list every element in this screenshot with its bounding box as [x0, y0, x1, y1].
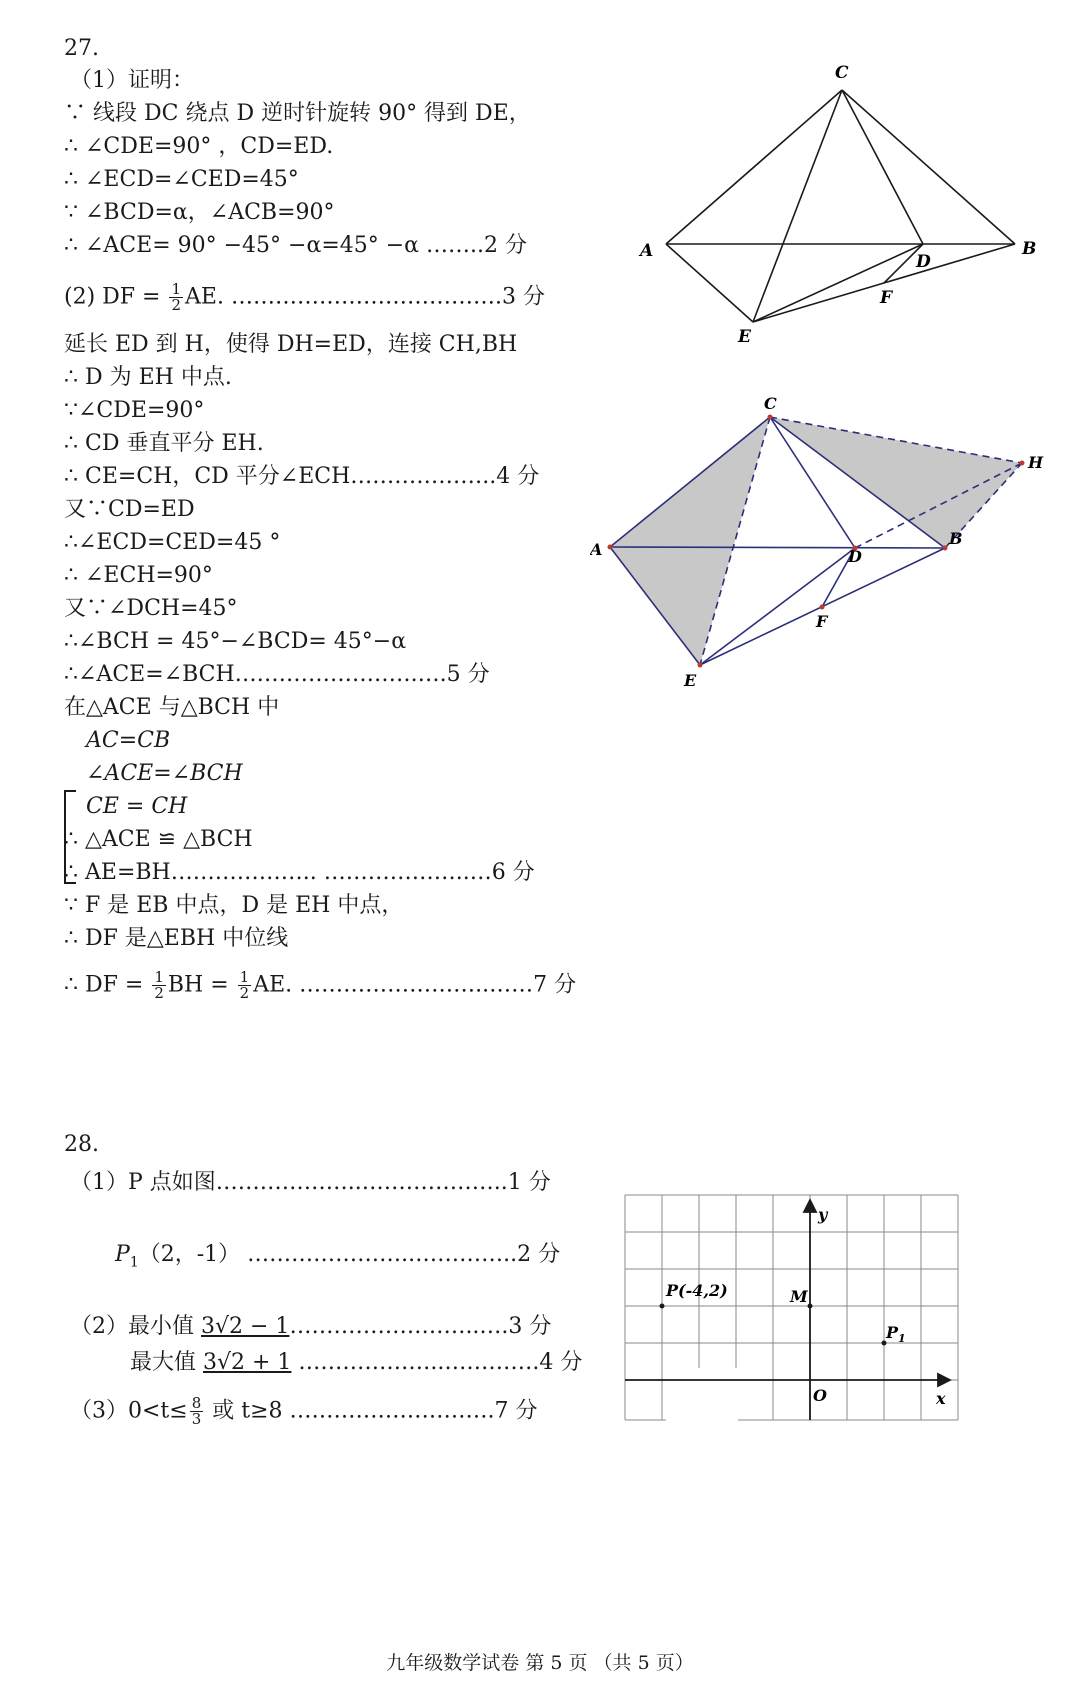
- final-mid: BH =: [167, 972, 236, 998]
- p1-label: P: [115, 1242, 130, 1267]
- q28-number: 28.: [64, 1132, 99, 1157]
- q27-final-line: [64, 970, 576, 1001]
- proof-line: ∴ ∠ECH=90°: [64, 563, 213, 588]
- point-h: [1020, 461, 1025, 466]
- label-p: P(-4,2): [666, 1281, 728, 1300]
- proof-line: ∴ ∠CDE=90° ，CD=ED.: [64, 134, 334, 159]
- label-o: O: [813, 1386, 827, 1405]
- shaded-triangle-ace: [610, 417, 770, 665]
- point-m: [808, 1304, 813, 1309]
- proof-line: ∵ ∠BCD=α，∠ACB=90°: [64, 200, 335, 225]
- label-c: C: [835, 63, 849, 83]
- point-c: [768, 415, 773, 420]
- q28-line: （1）P 点如图………………..………………..1 分: [70, 1170, 551, 1195]
- fraction: [152, 970, 166, 1001]
- proof-line: 又∵∠DCH=45°: [64, 596, 238, 621]
- segment-ab: [610, 547, 945, 548]
- proof-line: ∴ AE=BH……………….. ………………..…6 分: [64, 860, 535, 885]
- p1-coords: （2，-1） …………………..…………..2 分: [138, 1242, 561, 1267]
- label-b: B: [1022, 239, 1037, 259]
- fraction: [190, 1396, 204, 1427]
- fraction-numerator: 8: [191, 1394, 202, 1412]
- segment-ae: [666, 244, 753, 322]
- q27-part1-header: （1）证明：: [70, 68, 194, 93]
- q27-part2-answer: [64, 282, 545, 313]
- system-line: ∠ACE=∠BCH: [86, 761, 243, 786]
- x-axis-arrow: [938, 1374, 950, 1386]
- q27-number: 27.: [64, 36, 99, 61]
- label-f: F: [816, 612, 828, 631]
- point-f: [820, 605, 825, 610]
- label-d: D: [848, 547, 862, 566]
- label-e: E: [684, 671, 697, 690]
- fraction-denominator: 2: [239, 984, 250, 1002]
- segment-cb: [842, 90, 1015, 244]
- fraction-numerator: 1: [154, 968, 164, 986]
- page-footer: 九年级数学试卷 第 5 页 （共 5 页）: [386, 1652, 694, 1674]
- fraction-denominator: 2: [154, 984, 164, 1002]
- proof-line: ∴ △ACE ≌ △BCH: [64, 827, 253, 852]
- label-f: F: [880, 288, 893, 308]
- proof-line: ∵∠CDE=90°: [64, 398, 205, 423]
- q28-line: [115, 1240, 560, 1277]
- min-rest: ……………………..….3 分: [289, 1314, 552, 1339]
- label-b: B: [949, 529, 963, 548]
- min-value: 3√2 − 1: [201, 1314, 290, 1339]
- p1-subscript: 1: [129, 1254, 139, 1271]
- proof-line: 又∵CD=ED: [64, 497, 195, 522]
- figure-1: [630, 60, 1050, 360]
- point-a: [608, 545, 613, 550]
- q28-line: [130, 1348, 582, 1378]
- proof-line: ∴ ∠ACE= 90° −45° −α=45° −α ……..2 分: [64, 233, 528, 258]
- redaction-patch: [666, 1368, 738, 1428]
- fraction-numerator: 1: [239, 968, 250, 986]
- proof-line: ∴ ∠ECD=∠CED=45°: [64, 167, 299, 192]
- final-prefix: ∴ DF =: [64, 972, 151, 998]
- part2-prefix: (2) DF =: [64, 284, 168, 310]
- proof-line: ∴∠ECD=CED=45 °: [64, 530, 281, 555]
- label-y: y: [818, 1205, 828, 1224]
- y-axis-arrow: [804, 1200, 816, 1212]
- segment-ca: [666, 90, 842, 244]
- label-m: M: [790, 1287, 808, 1306]
- proof-line: ∴ DF 是△EBH 中位线: [64, 926, 289, 951]
- fraction: [169, 282, 183, 313]
- proof-line: ∵ 线段 DC 绕点 D 逆时针旋转 90° 得到 DE，: [64, 101, 531, 126]
- point-b: [943, 546, 948, 551]
- fraction-numerator: 1: [171, 280, 182, 298]
- point-p: [660, 1304, 665, 1309]
- proof-line: ∵ F 是 EB 中点，D 是 EH 中点，: [64, 893, 404, 918]
- fraction: [238, 970, 252, 1001]
- system-line: AC=CB: [86, 728, 171, 753]
- fraction-denominator: 3: [191, 1410, 202, 1428]
- max-value: 3√2 + 1: [203, 1350, 292, 1375]
- figure-2: [590, 395, 1060, 695]
- min-label: （2）最小值: [70, 1314, 201, 1339]
- final-suffix: AE. ……………………..……7 分: [253, 972, 577, 998]
- proof-line: ∴ CE=CH，CD 平分∠ECH………………..4 分: [64, 464, 540, 489]
- range-rest: 或 t≥8 ……………………….7 分: [205, 1398, 538, 1424]
- label-a: A: [640, 241, 654, 261]
- point-e: [698, 663, 703, 668]
- max-rest: ………………..………….4 分: [291, 1350, 583, 1375]
- proof-line: ∴ D 为 EH 中点.: [64, 365, 232, 390]
- fraction-denominator: 2: [171, 296, 182, 314]
- label-a: A: [590, 540, 603, 559]
- proof-line: ∴∠ACE=∠BCH…………………….….5 分: [64, 662, 490, 687]
- range-prefix: （3）0<t≤: [70, 1398, 188, 1424]
- proof-line: 在△ACE 与△BCH 中: [64, 695, 280, 720]
- label-d: D: [916, 252, 931, 272]
- q28-line: [70, 1312, 551, 1342]
- proof-line: ∴ CD 垂直平分 EH.: [64, 431, 264, 456]
- label-p1-subscript: 1: [898, 1332, 906, 1345]
- label-e: E: [738, 327, 751, 347]
- coordinate-grid: [620, 1190, 980, 1430]
- segment-cd: [842, 90, 923, 244]
- system-line: CE = CH: [86, 794, 188, 819]
- label-x: x: [936, 1389, 946, 1408]
- label-c: C: [764, 395, 777, 413]
- part2-suffix: AE. ……………………………….3 分: [185, 284, 545, 310]
- label-h: H: [1028, 453, 1044, 472]
- q28-line: [70, 1396, 538, 1427]
- proof-line: ∴∠BCH = 45°−∠BCD= 45°−α: [64, 629, 407, 654]
- max-label: 最大值: [130, 1350, 203, 1375]
- proof-line: 延长 ED 到 H，使得 DH=ED，连接 CH,BH: [64, 332, 518, 357]
- label-p1: P: [886, 1323, 899, 1342]
